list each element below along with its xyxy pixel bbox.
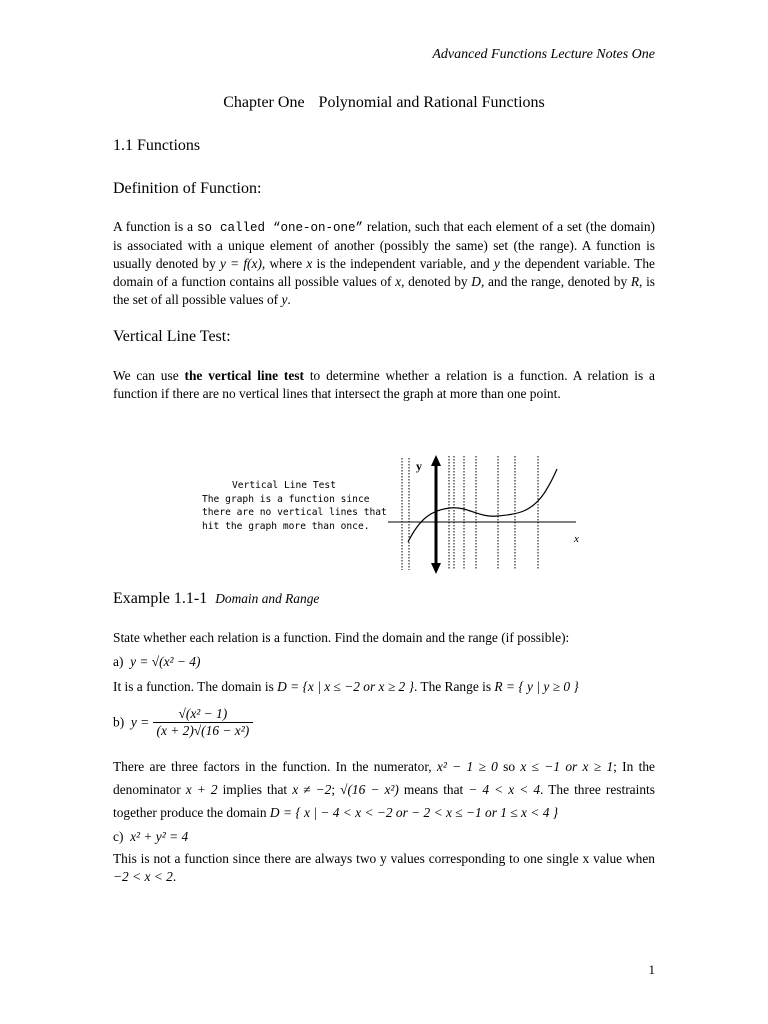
fraction-denominator: (x + 2)√(16 − x²) — [156, 723, 250, 738]
chapter-label: Chapter One — [223, 94, 305, 111]
y-axis-label: y — [416, 459, 422, 473]
arrow-down-icon — [431, 563, 441, 574]
fraction — [153, 706, 254, 739]
graph-caption-title: Vertical Line Test — [232, 480, 336, 491]
vlt-heading: Vertical Line Test: — [113, 328, 231, 345]
graph-caption-line: hit the graph more than once. — [202, 520, 370, 532]
graph-caption — [202, 479, 387, 533]
vlt-paragraph: We can use the vertical line test to determine whether a relation is a function. A relation is a function if there are no vertical lines that intersect the graph at more than one point. — [113, 368, 655, 401]
example-title: Domain and Range — [215, 591, 320, 606]
fraction-numerator: √(x² − 1) — [153, 706, 254, 723]
x-axis-label: x — [574, 533, 579, 545]
part-c-answer: This is not a function since there are always two y values corresponding to one single x value when −2 < x < 2. — [113, 851, 655, 884]
chapter-name: Polynomial and Rational Functions — [318, 94, 545, 111]
graph-caption-line: The graph is a function since — [202, 493, 370, 505]
example-heading — [113, 590, 319, 608]
page-number: 1 — [648, 962, 655, 977]
chapter-title — [0, 94, 768, 112]
vertical-line-test-graph — [380, 452, 600, 576]
example-intro: State whether each relation is a function. Find the domain and the range (if possible): — [113, 630, 570, 645]
part-c-question: c) x² + y² = 4 — [113, 829, 189, 844]
definition-paragraph: A function is a so called “one-on-one” relation, such that each element of a set (the domain) is associated with a unique element of another (possibly the same) set (the range). A function is usually denoted by y = f(x), where x is the independent variable, and y the dependent variable. The domain of a function contains all possible values of x, denoted by D, and the range, denoted by R, is the set of all possible values of y. — [113, 219, 656, 307]
arrow-up-icon — [431, 455, 441, 466]
running-head: Advanced Functions Lecture Notes One — [432, 47, 655, 62]
example-label: Example 1.1-1 — [113, 590, 208, 607]
part-b-explanation: There are three factors in the function. In the numerator, x² − 1 ≥ 0 so x ≤ −1 or x ≥ 1; In the denominator x + 2 implies that x ≠ −2; √(16 − x²) means that − 4 < x < 4. The three restraints together produce the domain D = { x | − 4 < x < −2 or − 2 < x ≤ −1 or 1 ≤ x < 4 } — [113, 759, 655, 820]
part-a-answer: It is a function. The domain is D = {x | x ≤ −2 or x ≥ 2 }. The Range is R = { y | y ≥ 0 } — [113, 679, 579, 694]
section-title: 1.1 Functions — [113, 137, 201, 154]
definition-heading: Definition of Function: — [113, 180, 262, 197]
part-b-question: b) y = $\frac{\text{√(x² − 1)}}{\text{(x + 2)√(16 − x²)}}$ — [113, 706, 253, 739]
graph-caption-line: there are no vertical lines that — [202, 507, 387, 518]
function-curve — [408, 469, 557, 542]
part-a-question: a) y = √(x² − 4) — [113, 654, 201, 669]
